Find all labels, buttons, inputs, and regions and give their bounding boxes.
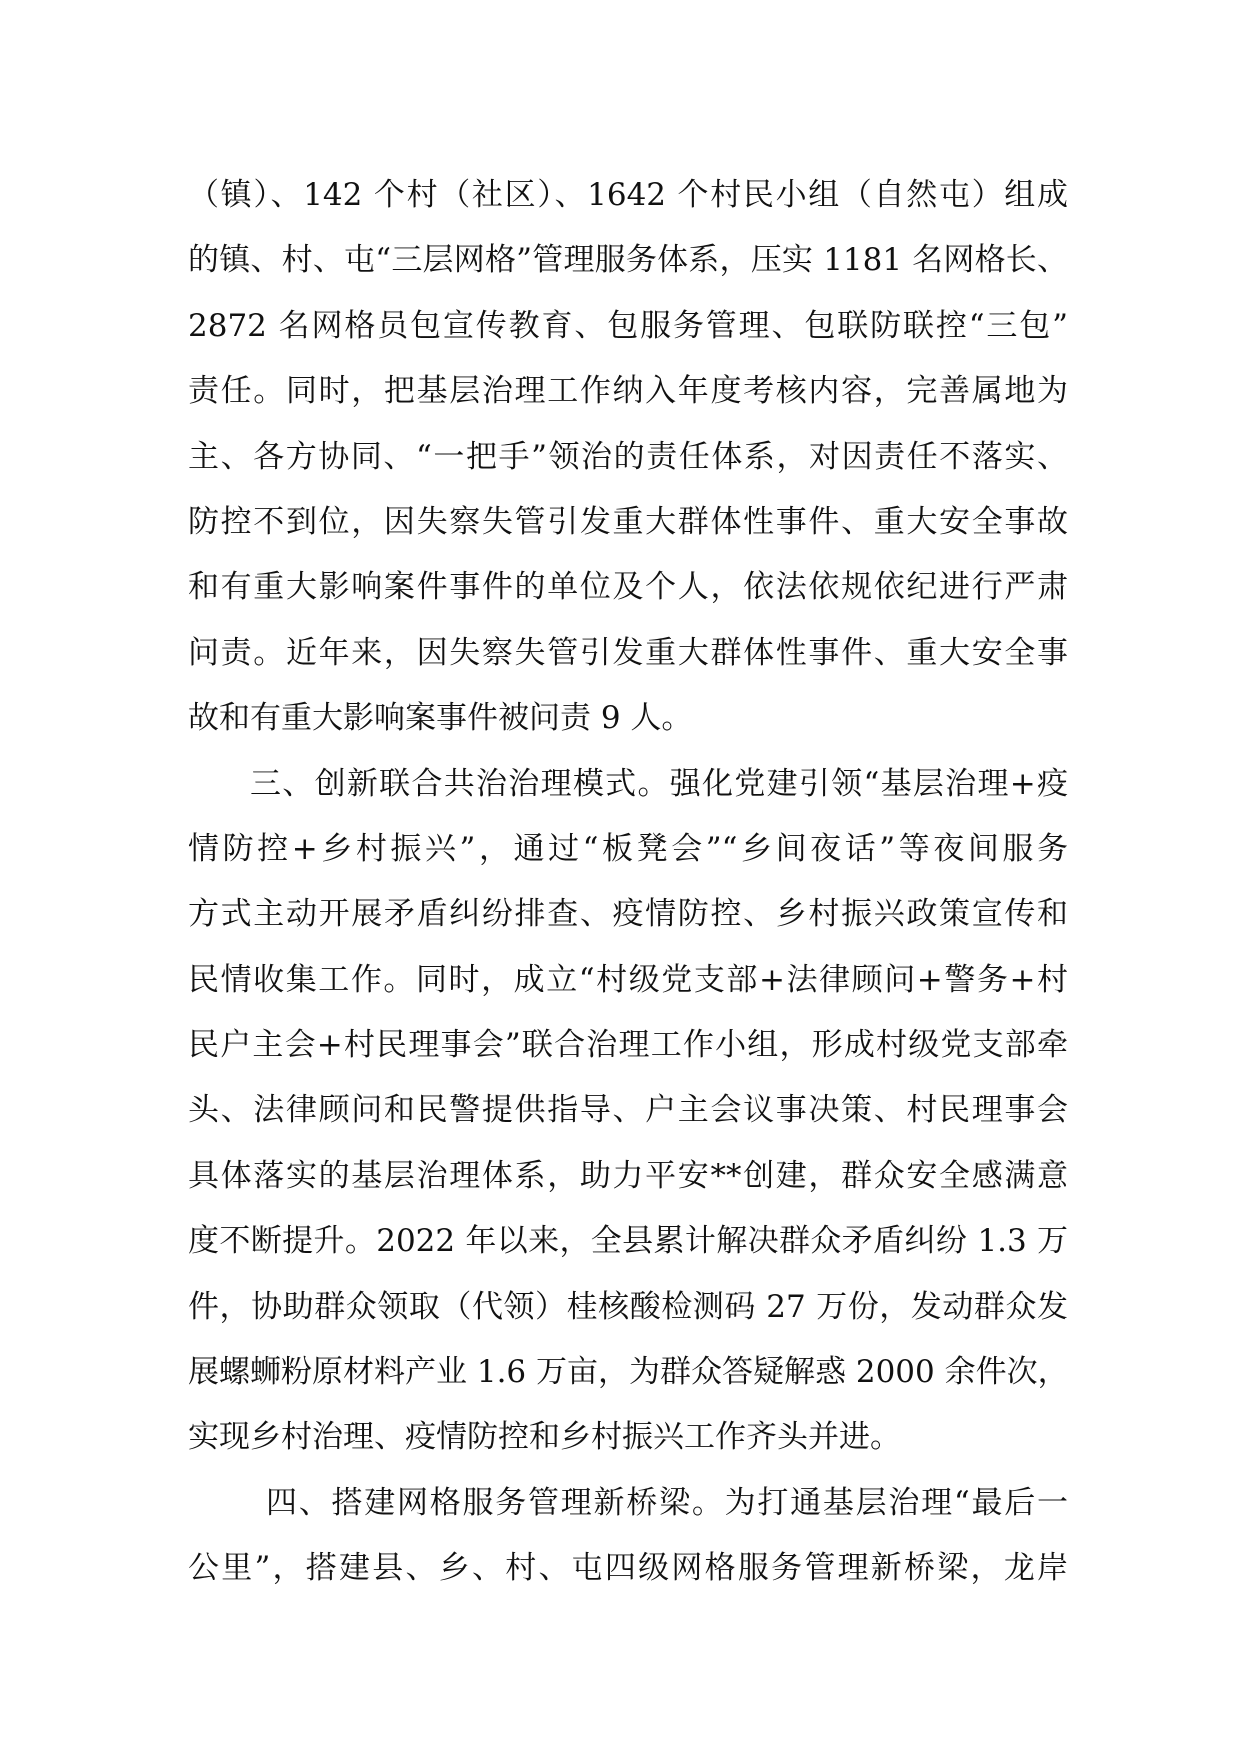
section-heading-line: 三、创新联合共治治理模式。强化党建引领“基层治理+疫	[250, 765, 1068, 802]
paragraph-line: （镇）、142 个村（社区）、1642 个村民小组（自然屯）组成	[188, 177, 1068, 213]
body-text	[188, 163, 1068, 1602]
paragraph-line: 责任。同时，把基层治理工作纳入年度考核内容，完善属地为	[188, 373, 1068, 410]
paragraph-line: 实现乡村治理、疫情防控和乡村振兴工作齐头并进。	[188, 1419, 901, 1456]
paragraph-line: 具体落实的基层治理体系，助力平安**创建，群众安全感满意	[188, 1157, 1068, 1194]
paragraph-line: 度不断提升。2022 年以来，全县累计解决群众矛盾纠纷 1.3 万	[188, 1223, 1068, 1260]
paragraph-line: 主、各方协同、“一把手”领治的责任体系，对因责任不落实、	[188, 438, 1068, 475]
paragraph-line: 公里”，搭建县、乡、村、屯四级网格服务管理新桥梁，龙岸	[188, 1550, 1068, 1587]
paragraph-line: 和有重大影响案件事件的单位及个人，依法依规依纪进行严肃	[188, 569, 1068, 606]
paragraph-line: 问责。近年来，因失察失管引发重大群体性事件、重大安全事	[188, 634, 1068, 671]
paragraph-line: 故和有重大影响案事件被问责 9 人。	[188, 700, 693, 737]
paragraph-line: 民情收集工作。同时，成立“村级党支部+法律顾问+警务+村	[188, 961, 1068, 998]
paragraph-line: 头、法律顾问和民警提供指导、户主会议事决策、村民理事会	[188, 1092, 1068, 1129]
paragraph-line: 展螺蛳粉原材料产业 1.6 万亩，为群众答疑解惑 2000 余件次，	[188, 1354, 1069, 1391]
paragraph-line: 的镇、村、屯“三层网格”管理服务体系，压实 1181 名网格长、	[188, 242, 1068, 279]
paragraph-line: 民户主会+村民理事会”联合治理工作小组，形成村级党支部牵	[188, 1027, 1068, 1064]
paragraph-line: 情防控+乡村振兴”，通过“板凳会”“乡间夜话”等夜间服务	[188, 830, 1068, 867]
paragraph-line: 件，协助群众领取（代领）桂核酸检测码 27 万份，发动群众发	[188, 1288, 1068, 1325]
paragraph-line: 防控不到位，因失察失管引发重大群体性事件、重大安全事故	[188, 503, 1068, 540]
section-heading-line: 四、搭建网格服务管理新桥梁。为打通基层治理“最后一	[266, 1484, 1068, 1521]
paragraph-line: 方式主动开展矛盾纠纷排查、疫情防控、乡村振兴政策宣传和	[188, 896, 1068, 933]
paragraph-line: 2872 名网格员包宣传教育、包服务管理、包联防联控“三包”	[188, 307, 1068, 344]
